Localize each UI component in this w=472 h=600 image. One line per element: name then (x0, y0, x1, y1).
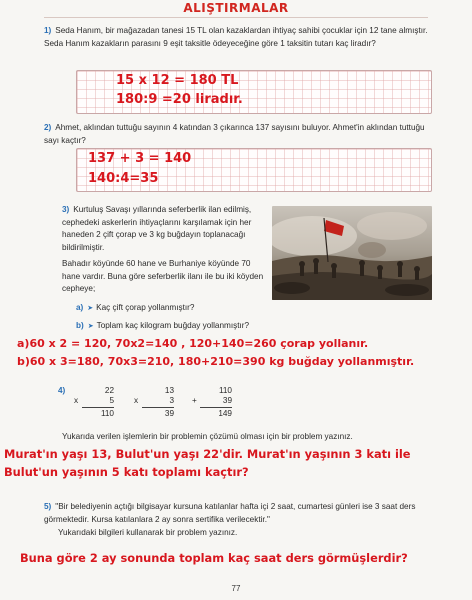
question-3-sub-b (76, 320, 376, 333)
arrow-right-icon: ➤ (87, 323, 94, 330)
operation-1-top: 22 (104, 386, 114, 395)
question-2 (44, 122, 436, 147)
question-1 (44, 25, 436, 50)
question-5-number: 5) (44, 502, 52, 511)
question-4-number-wrap (58, 385, 69, 398)
question-3-number: 3) (62, 205, 70, 214)
question-4-number: 4) (58, 386, 66, 395)
operation-3-bar (200, 407, 232, 408)
answer-5: Buna göre 2 ay sonunda toplam kaç saat ders görmüşlerdir? (20, 551, 408, 565)
answer-2-line-2: 140:4=35 (88, 171, 159, 186)
question-5-text-2: Yukarıdaki bilgileri kullanarak bir problem yazınız. (58, 528, 238, 537)
question-1-number: 1) (44, 26, 52, 35)
title-divider (44, 17, 428, 18)
question-3 (62, 204, 266, 254)
answer-4-line-1: Murat'ın yaşı 13, Bulut'un yaşı 22'dir. Murat'ın yaşının 3 katı ile (4, 447, 411, 461)
question-3-text-1: Kurtuluş Savaşı yıllarında seferberlik ilan edilmiş, cephedeki askerlerin ihtiyaçlarını karşılamak için her haneden 2 çift çorap ve 3 kg buğdayın toplanacağı bildirilmiştir. (62, 205, 252, 252)
sub-a-text: Kaç çift çorap yollanmıştır? (96, 303, 195, 312)
question-5-text-1: "Bir belediyenin açtığı bilgisayar kursuna katılanlar hafta içi 2 saat, cumartesi günleri ise 3 saat ders görmektedir. Kursa katılanlara 2 ay sonra sertifika verilecektir." (44, 502, 416, 524)
operation-3 (190, 386, 232, 419)
operation-1-bar (82, 407, 114, 408)
operation-3-bottom: 39 (222, 396, 232, 405)
battle-illustration (272, 206, 432, 300)
question-3-text-2: Bahadır köyünde 60 hane ve Burhaniye köyünde 70 hane vardır. Buna göre seferberlik ilanı ile bu iki köyden cepheye; (62, 259, 264, 294)
arrow-right-icon: ➤ (87, 305, 94, 312)
answer-3-a: a)60 x 2 = 120, 70x2=140 , 120+140=260 çorap yollanır. (17, 337, 369, 350)
operation-3-operator: + (192, 396, 197, 405)
question-2-number: 2) (44, 123, 52, 132)
sub-a-letter: a) (76, 303, 84, 312)
operation-3-top: 110 (218, 386, 232, 395)
answer-2-line-1: 137 + 3 = 140 (88, 151, 192, 166)
page-title: ALIŞTIRMALAR (183, 1, 289, 15)
operation-2-bar (142, 407, 174, 408)
question-1-text: Seda Hanım, bir mağazadan tanesi 15 TL olan kazaklardan ihtiyaç sahibi çocuklar için 12 tane almıştır. Seda Hanım kazakların parasını 9 eşit taksitle ödeyeceğine göre 1 taksitin tutarı kaç liradır? (44, 26, 428, 48)
sub-b-text: Toplam kaç kilogram buğday yollanmıştır? (96, 321, 250, 330)
operation-1-result: 110 (100, 409, 114, 418)
operation-2-bottom: 3 (169, 396, 174, 405)
answer-1-line-1: 15 x 12 = 180 TL (116, 73, 239, 88)
operation-3-result: 149 (218, 409, 232, 418)
operation-2-operator: x (134, 396, 139, 405)
question-4-text: Yukarıda verilen işlemlerin bir problemin çözümü olması için bir problem yazınız. (62, 432, 353, 441)
operation-1-bottom: 5 (109, 396, 114, 405)
operation-2-top: 13 (164, 386, 174, 395)
operation-2-result: 39 (164, 409, 174, 418)
answer-4-line-2: Bulut'un yaşının 5 katı toplamı kaçtır? (4, 465, 249, 479)
operation-1 (72, 386, 114, 419)
answer-3-b: b)60 x 3=180, 70x3=210, 180+210=390 kg buğday yollanmıştır. (17, 355, 415, 368)
operation-1-operator: x (74, 396, 79, 405)
answer-1-line-2: 180:9 =20 liradır. (116, 92, 243, 107)
question-2-text: Ahmet, aklından tuttuğu sayının 4 katından 3 çıkarınca 137 sayısını buluyor. Ahmet'in aklından tuttuğu sayı kaçtır? (44, 123, 425, 145)
battle-painting-image (272, 206, 432, 300)
question-5 (44, 501, 440, 526)
question-3-sub-a (76, 302, 376, 315)
operation-2 (132, 386, 174, 419)
page-number: 77 (231, 584, 241, 593)
sub-b-letter: b) (76, 321, 84, 330)
